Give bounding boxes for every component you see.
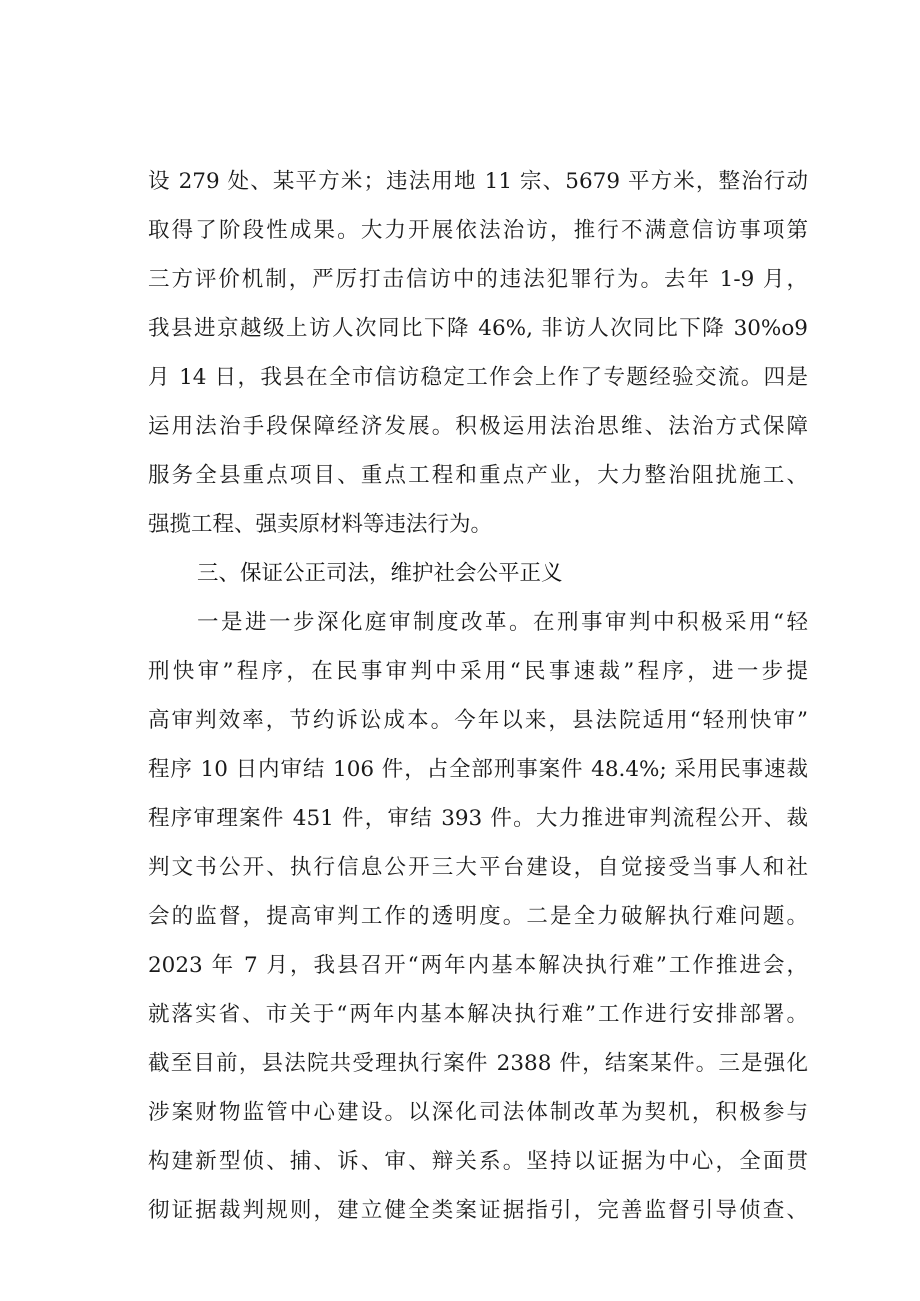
body-text-line: 取得了阶段性成果。大力开展依法治访，推行不满意信访事项第 [148, 218, 808, 243]
body-text-line: 涉案财物监管中心建设。以深化司法体制改革为契机，积极参与 [148, 1100, 808, 1125]
body-text-line: 程序审理案件 451 件，审结 393 件。大力推进审判流程公开、裁 [148, 806, 808, 831]
body-text-line: 运用法治手段保障经济发展。积极运用法治思维、法治方式保障 [148, 414, 808, 439]
section-heading: 三、保证公正司法，维护社会公平正义 [197, 561, 563, 586]
body-text-line: 判文书公开、执行信息公开三大平台建设，自觉接受当事人和社 [148, 855, 808, 880]
body-text-line: 我县进京越级上访人次同比下降 46%, 非访人次同比下降 30%o9 [148, 316, 808, 341]
body-text-line: 构建新型侦、捕、诉、审、辩关系。坚持以证据为中心，全面贯 [148, 1149, 808, 1174]
body-text-line: 高审判效率，节约诉讼成本。今年以来，县法院适用“轻刑快审” [148, 708, 808, 733]
body-text-line: 会的监督，提高审判工作的透明度。二是全力破解执行难问题。 [148, 904, 808, 929]
body-text-line: 三方评价机制，严厉打击信访中的违法犯罪行为。去年 1-9 月， [148, 267, 808, 292]
body-text-line: 刑快审”程序，在民事审判中采用“民事速裁”程序，进一步提 [148, 659, 808, 684]
body-text-line: 就落实省、市关于“两年内基本解决执行难”工作进行安排部署。 [148, 1002, 808, 1027]
body-text-line: 设 279 处、某平方米；违法用地 11 宗、5679 平方米，整治行动 [148, 169, 808, 194]
body-text-line: 截至目前，县法院共受理执行案件 2388 件，结案某件。三是强化 [148, 1051, 808, 1076]
body-text-line: 2023 年 7 月，我县召开“两年内基本解决执行难”工作推进会， [148, 953, 808, 978]
body-text-line: 强揽工程、强卖原材料等违法行为。 [148, 512, 493, 537]
body-text-line: 程序 10 日内审结 106 件，占全部刑事案件 48.4%; 采用民事速裁 [148, 757, 808, 782]
body-text-line: 服务全县重点项目、重点工程和重点产业，大力整治阻扰施工、 [148, 463, 808, 488]
body-text-line: 一是进一步深化庭审制度改革。在刑事审判中积极采用“轻 [197, 610, 808, 635]
body-text-line: 彻证据裁判规则，建立健全类案证据指引，完善监督引导侦查、 [148, 1198, 808, 1223]
body-text-line: 月 14 日，我县在全市信访稳定工作会上作了专题经验交流。四是 [148, 365, 808, 390]
